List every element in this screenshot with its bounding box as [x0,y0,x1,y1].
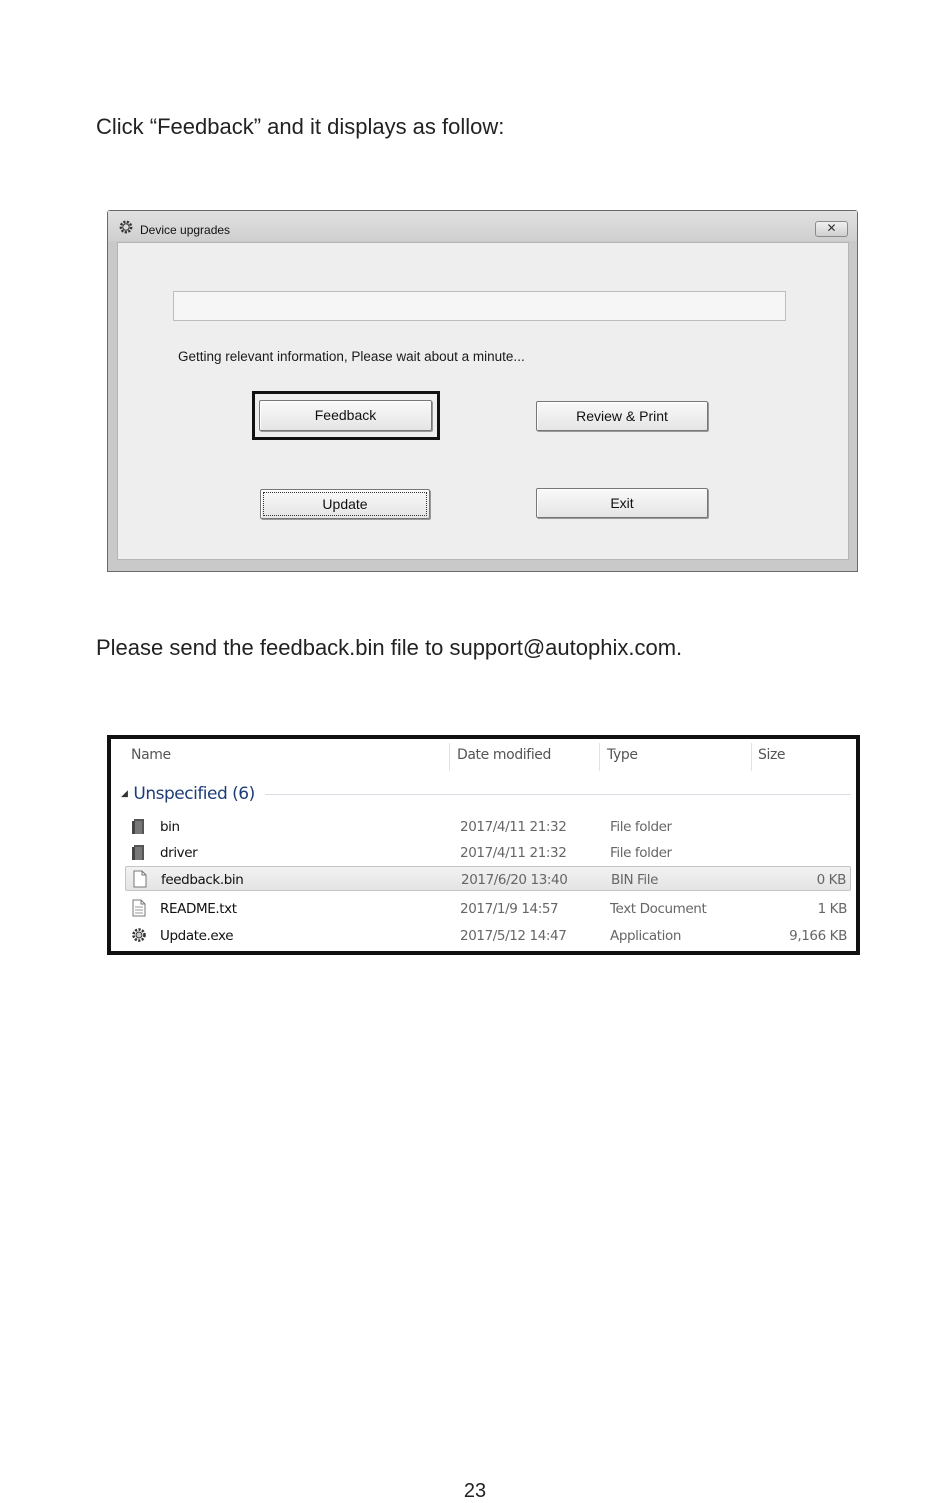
send-instructions: Please send the feedback.bin file to support@autophix.com. [96,635,683,660]
review-print-button[interactable]: Review & Print [536,401,708,431]
group-divider [265,794,851,795]
exit-button[interactable]: Exit [536,488,708,518]
dialog-title: Device upgrades [140,223,231,237]
status-text: Getting relevant information, Please wait about a minute... [178,349,525,364]
column-divider [449,743,450,771]
file-row-update-exe[interactable] [125,923,851,948]
column-divider [751,743,752,771]
file-date: 2017/6/20 13:40 [461,872,568,888]
gear-icon [131,926,147,944]
dialog-body [117,242,849,560]
column-header-size[interactable]: Size [758,747,786,763]
feedback-button[interactable]: Feedback [259,400,432,431]
file-type: Application [610,928,682,944]
intro-text: Click “Feedback” and it displays as follow: [96,114,505,139]
file-date: 2017/1/9 14:57 [460,901,559,917]
file-size: 0 KB [816,872,846,888]
device-upgrades-dialog [107,210,858,572]
close-button[interactable]: ✕ [815,221,848,237]
column-header-name[interactable]: Name [131,747,171,763]
file-explorer-list [107,735,860,955]
progress-bar [173,291,786,321]
folder-icon [131,843,147,861]
file-date: 2017/5/12 14:47 [460,928,567,944]
folder-icon [131,817,147,835]
column-divider [599,743,600,771]
file-name: feedback.bin [161,872,244,888]
file-size: 9,166 KB [789,928,847,944]
page-number: 23 [463,1480,487,1502]
file-name: driver [160,845,198,861]
file-icon [132,870,148,888]
text-file-icon [131,899,147,917]
file-date: 2017/4/11 21:32 [460,845,567,861]
file-size: 1 KB [817,901,847,917]
file-row-readme[interactable] [125,896,851,921]
file-row-driver[interactable] [125,840,851,865]
file-type: File folder [610,819,672,835]
file-name: README.txt [160,901,237,917]
update-button[interactable]: Update [260,489,430,519]
collapse-arrow-icon[interactable]: ◢ [121,789,128,799]
file-type: BIN File [611,872,659,888]
file-date: 2017/4/11 21:32 [460,819,567,835]
gear-icon [118,219,134,235]
column-header-date[interactable]: Date modified [457,747,552,763]
file-name: Update.exe [160,928,234,944]
file-type: File folder [610,845,672,861]
group-label: Unspecified (6) [133,784,255,804]
file-row-feedback-bin[interactable] [125,866,851,891]
file-type: Text Document [610,901,707,917]
file-row-bin[interactable] [125,814,851,839]
column-header-type[interactable]: Type [607,747,638,763]
dialog-titlebar [108,211,857,241]
file-name: bin [160,819,180,835]
group-header[interactable] [121,784,851,804]
